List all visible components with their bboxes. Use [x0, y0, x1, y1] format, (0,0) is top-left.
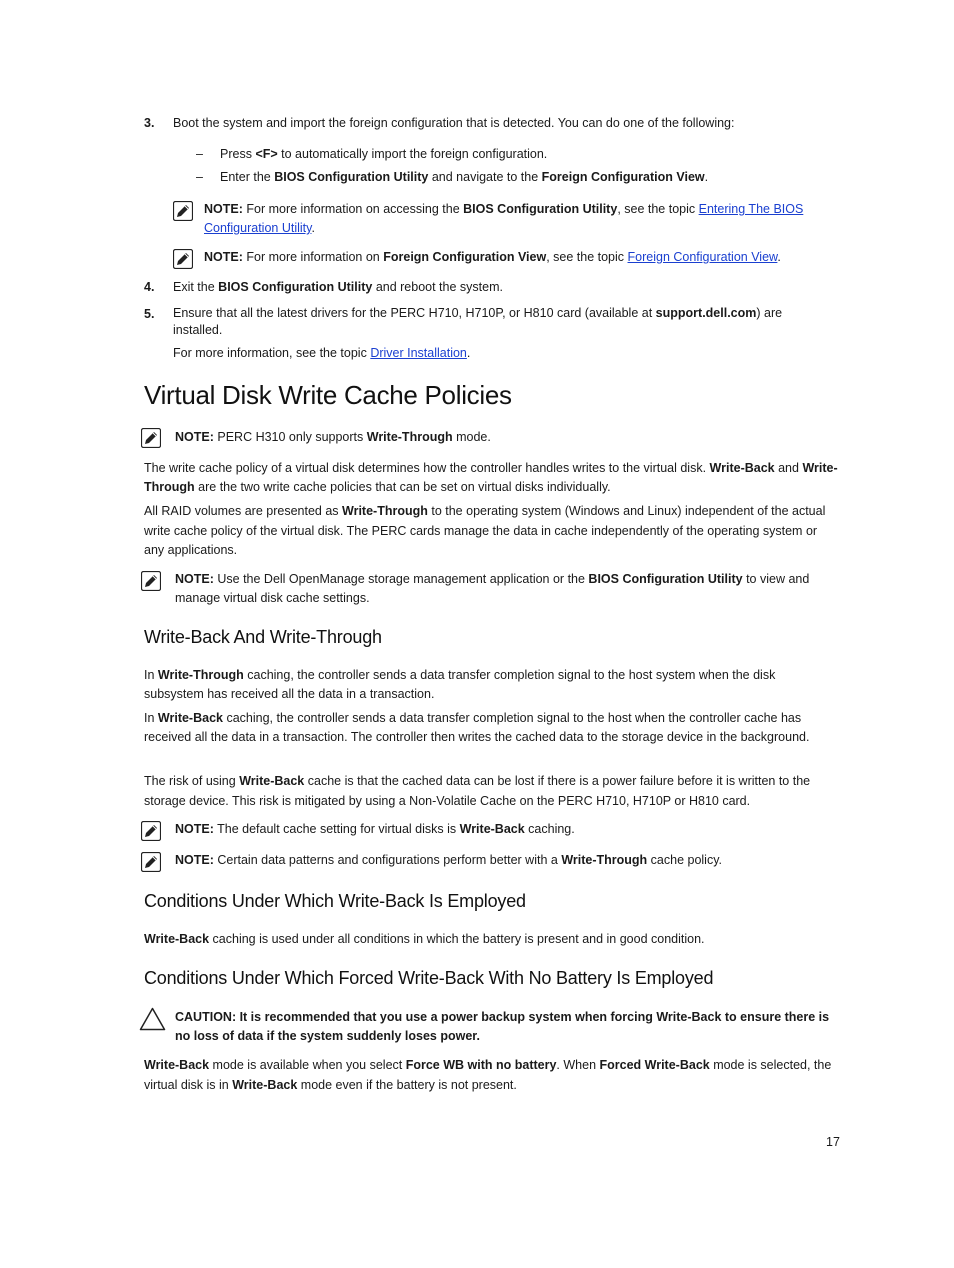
list-item-text: Enter the BIOS Configuration Utility and navigate to the Foreign Configuration View.	[220, 170, 709, 184]
paragraph: The risk of using Write-Back cache is that the cached data can be lost if there is a power failure before it is written to the storage device. This risk is mitigated by using a Non-Volatile Cache on the PERC H710, H710P or H810 card.	[144, 774, 811, 808]
paragraph: The write cache policy of a virtual disk determines how the controller handles writes to the virtual disk. Write-Back and Write-Through are the two write cache policies that can be set on virtual disks individually.	[144, 461, 838, 494]
link-foreign-config-view[interactable]: Foreign Configuration View	[627, 250, 778, 264]
note	[175, 820, 835, 839]
caution-icon	[139, 1007, 166, 1031]
note	[175, 851, 835, 870]
note	[204, 200, 824, 238]
step-more: For more information, see the topic Driver Installation.	[173, 346, 471, 360]
step-text: Exit the BIOS Configuration Utility and reboot the system.	[173, 280, 503, 294]
page-number: 17	[826, 1135, 840, 1149]
step-text: Ensure that all the latest drivers for the PERC H710, H710P, or H810 card (available at support.dell.com) are installed.	[173, 306, 783, 337]
step-text: Boot the system and import the foreign configuration that is detected. You can do one of the following:	[173, 116, 735, 130]
paragraph: Write-Back caching is used under all conditions in which the battery is present and in good condition.	[144, 932, 705, 946]
note-text: NOTE: Use the Dell OpenManage storage management application or the BIOS Configuration Utility to view and manage virtual disk cache settings.	[175, 572, 810, 605]
paragraph: Write-Back mode is available when you select Force WB with no battery. When Forced Write-Back mode is selected, the virtual disk is in Write-Back mode even if the battery is not present.	[144, 1058, 832, 1092]
caution-text: CAUTION: It is recommended that you use a power backup system when forcing Write-Back to ensure there is no loss of data if the system suddenly loses power.	[175, 1010, 830, 1043]
section-title: Virtual Disk Write Cache Policies	[144, 380, 512, 410]
note-text: NOTE: The default cache setting for virtual disks is Write-Back caching.	[175, 822, 575, 836]
note	[204, 248, 834, 267]
note-icon	[141, 428, 161, 448]
paragraph: All RAID volumes are presented as Write-Through to the operating system (Windows and Linux) independent of the actual write cache policy of the virtual disk. The PERC cards manage the data in cache independently of the operating system or any applications.	[144, 504, 826, 557]
step-number: 4.	[144, 280, 155, 294]
dash: –	[196, 170, 203, 184]
note-text: NOTE: PERC H310 only supports Write-Through mode.	[175, 430, 491, 444]
link-entering-bios[interactable]: Entering The BIOS Configuration Utility	[204, 202, 804, 235]
note-icon	[173, 249, 193, 269]
list-item-text: Press <F> to automatically import the foreign configuration.	[220, 147, 548, 161]
note-text: NOTE: Certain data patterns and configurations perform better with a Write-Through cache policy.	[175, 853, 722, 867]
subsection-title: Conditions Under Which Write-Back Is Employed	[144, 891, 526, 911]
note-icon	[141, 571, 161, 591]
note-text: NOTE: For more information on Foreign Configuration View, see the topic Foreign Configuration View.	[204, 250, 781, 264]
subsection-title: Write-Back And Write-Through	[144, 627, 382, 647]
step-number: 3.	[144, 116, 155, 130]
note-text: NOTE: For more information on accessing the BIOS Configuration Utility, see the topic Entering The BIOS Configuration Utility.	[204, 202, 804, 235]
note	[175, 428, 825, 447]
paragraph: In Write-Through caching, the controller sends a data transfer completion signal to the host system when the disk subsystem has received all the data in a transaction.	[144, 668, 776, 701]
note-icon	[141, 821, 161, 841]
paragraph: In Write-Back caching, the controller sends a data transfer completion signal to the host when the controller cache has received all the data in a transaction. The controller then writes the cached data to the storage device in the background.	[144, 711, 810, 744]
subsection-title: Conditions Under Which Forced Write-Back With No Battery Is Employed	[144, 968, 714, 988]
note-icon	[173, 201, 193, 221]
note	[175, 570, 835, 608]
link-driver-installation[interactable]: Driver Installation	[370, 346, 467, 360]
step-number: 5.	[144, 307, 155, 321]
note-icon	[141, 852, 161, 872]
dash: –	[196, 147, 203, 161]
